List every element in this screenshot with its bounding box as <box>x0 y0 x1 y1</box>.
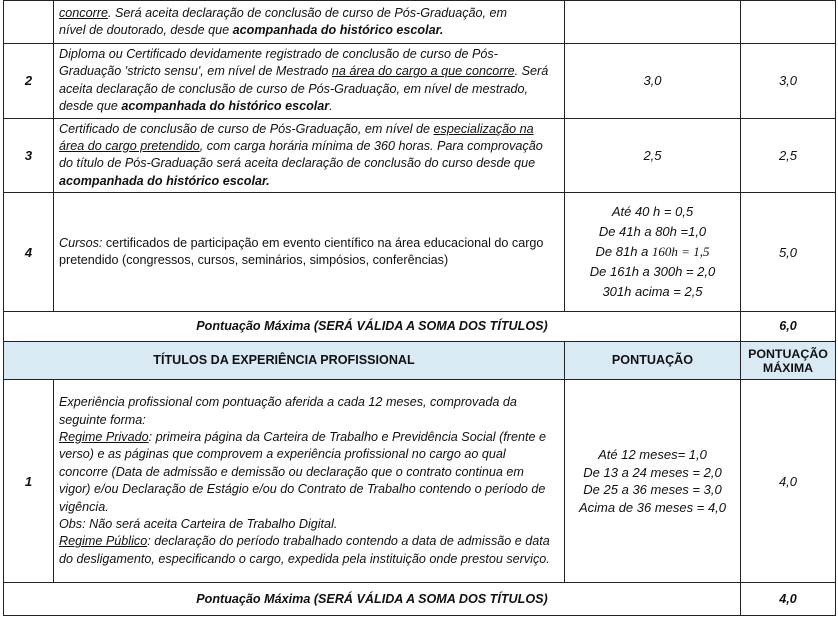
row-2-score: 3,0 <box>565 44 741 119</box>
row-4-score-scale: Até 40 h = 0,5 De 41h a 80h =1,0 De 81h a 160h = 1,5 De 161h a 300h = 2,0 301h acima = 2,5 <box>565 193 741 312</box>
table-row-3 <box>4 118 836 193</box>
table-row-experience <box>4 380 836 583</box>
row-number: 4 <box>4 193 54 312</box>
row-2-max: 3,0 <box>741 44 836 119</box>
section-header-row <box>4 342 836 380</box>
max-score-row <box>4 583 836 616</box>
row-3-description: Certificado de conclusão de curso de Pós-Graduação, em nível de especialização na área do cargo pretendido, com carga horária mínima de 360 horas. Para comprovação do título de Pós-Graduação será aceita declaração de conclusão do curso desde que acompanhada do histórico escolar. <box>54 118 565 193</box>
row-number: 1 <box>4 380 54 583</box>
column-header-score: PONTUAÇÃO <box>565 342 741 380</box>
experience-description: Experiência profissional com pontuação aferida a cada 12 meses, comprovada da seguinte forma: Regime Privado: primeira página da Carteira de Trabalho e Previdência Social (frente e verso) e as páginas que comprovem a experiência profissional no cargo ao qual concorre (Data de admissão e demissão ou declaração que o contrato continua em vigor) e/ou Declaração de Estágio e/ou do Contrato de Trabalho contendo o período de vigência. Obs: Não será aceita Carteira de Trabalho Digital. Regime Público: declaração do período trabalhado contendo a data de admissão e data do desligamento, especificando o cargo, expedida pela instituição onde prestou serviço. <box>54 380 565 583</box>
experience-score-scale: Até 12 meses= 1,0 De 13 a 24 meses = 2,0 De 25 a 36 meses = 3,0 Acima de 36 meses = 4,0 <box>565 380 741 583</box>
section-title: TÍTULOS DA EXPERIÊNCIA PROFISSIONAL <box>4 342 565 380</box>
max-score-label: Pontuação Máxima (SERÁ VÁLIDA A SOMA DOS TÍTULOS) <box>4 583 741 616</box>
table-row-4 <box>4 193 836 312</box>
row-3-score: 2,5 <box>565 118 741 193</box>
max-score-label: Pontuação Máxima (SERÁ VÁLIDA A SOMA DOS TÍTULOS) <box>4 312 741 342</box>
row-number: 3 <box>4 118 54 193</box>
row-4-max: 5,0 <box>741 193 836 312</box>
max-score-row <box>4 312 836 342</box>
row-4-description: Cursos: certificados de participação em evento científico na área educacional do cargo pretendido (congressos, cursos, seminários, simpósios, conferências) <box>54 193 565 312</box>
experience-max: 4,0 <box>741 380 836 583</box>
column-header-max: PONTUAÇÃO MÁXIMA <box>741 342 836 380</box>
row-2-description: Diploma ou Certificado devidamente registrado de conclusão de curso de Pós-Graduação 'stricto sensu', em nível de Mestrado na área do cargo a que concorre. Será aceita declaração de conclusão de curso de Pós-Graduação, em nível de mestrado, desde que acompanhada do histórico escolar. <box>54 44 565 119</box>
row-number: 2 <box>4 44 54 119</box>
titles-table <box>3 0 836 616</box>
table-row-2 <box>4 44 836 119</box>
max-score-value: 4,0 <box>741 583 836 616</box>
max-score-value: 6,0 <box>741 312 836 342</box>
table-row-1-continued <box>4 1 836 44</box>
row-3-max: 2,5 <box>741 118 836 193</box>
row-1-description: concorre. Será aceita declaração de conclusão de curso de Pós-Graduação, em nível de doutorado, desde que acompanhada do histórico escolar. <box>54 1 565 44</box>
